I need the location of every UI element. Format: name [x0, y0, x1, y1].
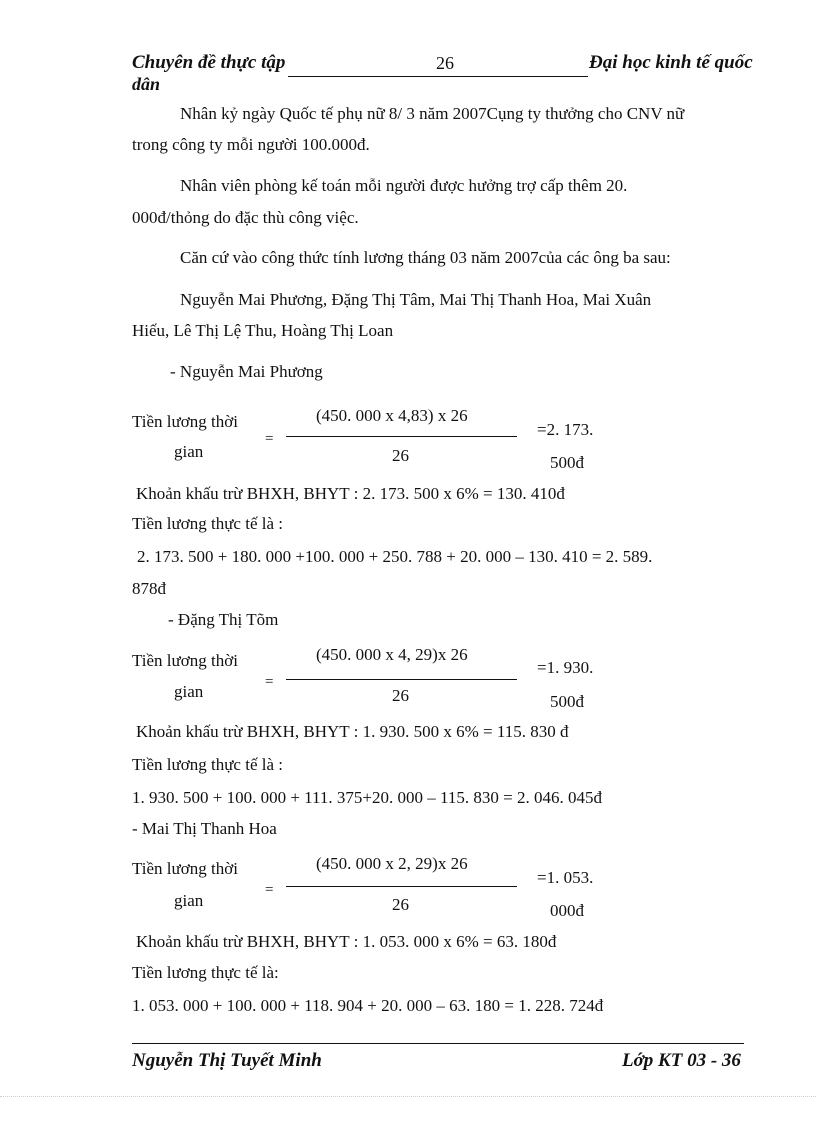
- section-2-equals: =: [265, 674, 274, 690]
- section-3-equals: =: [265, 882, 274, 898]
- footer-rule: [132, 1043, 744, 1044]
- section-1-actual-line-1: 2. 173. 500 + 180. 000 +100. 000 + 250. 788 + 20. 000 – 130. 410 = 2. 589.: [137, 547, 653, 566]
- section-1-heading: - Nguyễn Mai Phương: [170, 362, 323, 381]
- section-2-heading: - Đặng Thị Tõm: [168, 610, 279, 629]
- section-3-label-line-1: Tiền lương thời: [132, 859, 238, 878]
- section-3-result-line-1: =1. 053.: [537, 868, 594, 887]
- section-1-denominator: 26: [392, 446, 409, 465]
- section-2-deduction: Khoản khấu trừ BHXH, BHYT : 1. 930. 500 x 6% = 115. 830 đ: [136, 722, 569, 741]
- section-2-actual-line-1: 1. 930. 500 + 100. 000 + 111. 375+20. 000 – 115. 830 = 2. 046. 045đ: [132, 788, 602, 807]
- paragraph-3-line-1: Căn cứ vào công thức tính lương tháng 03 năm 2007của các ông ba sau:: [180, 248, 671, 267]
- footer-right: Lớp KT 03 - 36: [622, 1050, 741, 1071]
- section-2-result-line-2: 500đ: [550, 692, 584, 711]
- section-3-label-line-2: gian: [174, 891, 204, 910]
- section-3-fraction-line: [286, 886, 517, 887]
- section-3-numerator: (450. 000 x 2, 29)x 26: [316, 854, 468, 873]
- section-2-denominator: 26: [392, 686, 409, 705]
- section-1-equals: =: [265, 431, 274, 447]
- section-3-actual-line-1: 1. 053. 000 + 100. 000 + 118. 904 + 20. 000 – 63. 180 = 1. 228. 724đ: [132, 996, 604, 1015]
- section-2-label-line-2: gian: [174, 682, 204, 701]
- header-right: Đại học kinh tế quốc: [589, 52, 753, 73]
- footer-left: Nguyễn Thị Tuyết Minh: [132, 1050, 322, 1071]
- section-1-actual-label: Tiền lương thực tế là :: [132, 514, 283, 533]
- section-2-numerator: (450. 000 x 4, 29)x 26: [316, 645, 468, 664]
- section-1-label-line-2: gian: [174, 442, 204, 461]
- paragraph-2-line-2: 000đ/thỏng do đặc thù công việc.: [132, 208, 359, 227]
- section-1-fraction-line: [286, 436, 517, 437]
- section-3-heading: - Mai Thị Thanh Hoa: [132, 819, 277, 838]
- section-2-fraction-line: [286, 679, 517, 680]
- section-2-label-line-1: Tiền lương thời: [132, 651, 238, 670]
- section-2-actual-label: Tiền lương thực tế là :: [132, 755, 283, 774]
- section-3-actual-label: Tiền lương thực tế là:: [132, 963, 279, 982]
- paragraph-4-line-2: Hiếu, Lê Thị Lệ Thu, Hoàng Thị Loan: [132, 321, 394, 340]
- section-3-deduction: Khoản khấu trừ BHXH, BHYT : 1. 053. 000 x 6% = 63. 180đ: [136, 932, 557, 951]
- header-left: Chuyên đề thực tập: [132, 52, 286, 73]
- paragraph-2-line-1: Nhân viên phòng kế toán mỗi người được hưởng trợ cấp thêm 20.: [180, 176, 628, 195]
- page-number: 26: [436, 53, 454, 73]
- section-1-result-line-1: =2. 173.: [537, 420, 594, 439]
- section-3-denominator: 26: [392, 895, 409, 914]
- paragraph-1-line-1: Nhân kỷ ngày Quốc tế phụ nữ 8/ 3 năm 2007Cụng ty thưởng cho CNV nữ: [180, 104, 685, 123]
- page-bottom-border: [0, 1096, 816, 1097]
- paragraph-1-line-2: trong công ty mỗi người 100.000đ.: [132, 135, 370, 154]
- section-2-result-line-1: =1. 930.: [537, 658, 594, 677]
- section-1-numerator: (450. 000 x 4,83) x 26: [316, 406, 468, 425]
- header-left-continuation: dân: [132, 74, 161, 94]
- section-1-actual-line-2: 878đ: [132, 579, 166, 598]
- paragraph-4-line-1: Nguyễn Mai Phương, Đặng Thị Tâm, Mai Thị Thanh Hoa, Mai Xuân: [180, 290, 652, 309]
- section-1-deduction: Khoản khấu trừ BHXH, BHYT : 2. 173. 500 x 6% = 130. 410đ: [136, 484, 565, 503]
- section-3-result-line-2: 000đ: [550, 901, 584, 920]
- section-1-result-line-2: 500đ: [550, 453, 584, 472]
- header-rule: [288, 76, 588, 77]
- section-1-label-line-1: Tiền lương thời: [132, 412, 238, 431]
